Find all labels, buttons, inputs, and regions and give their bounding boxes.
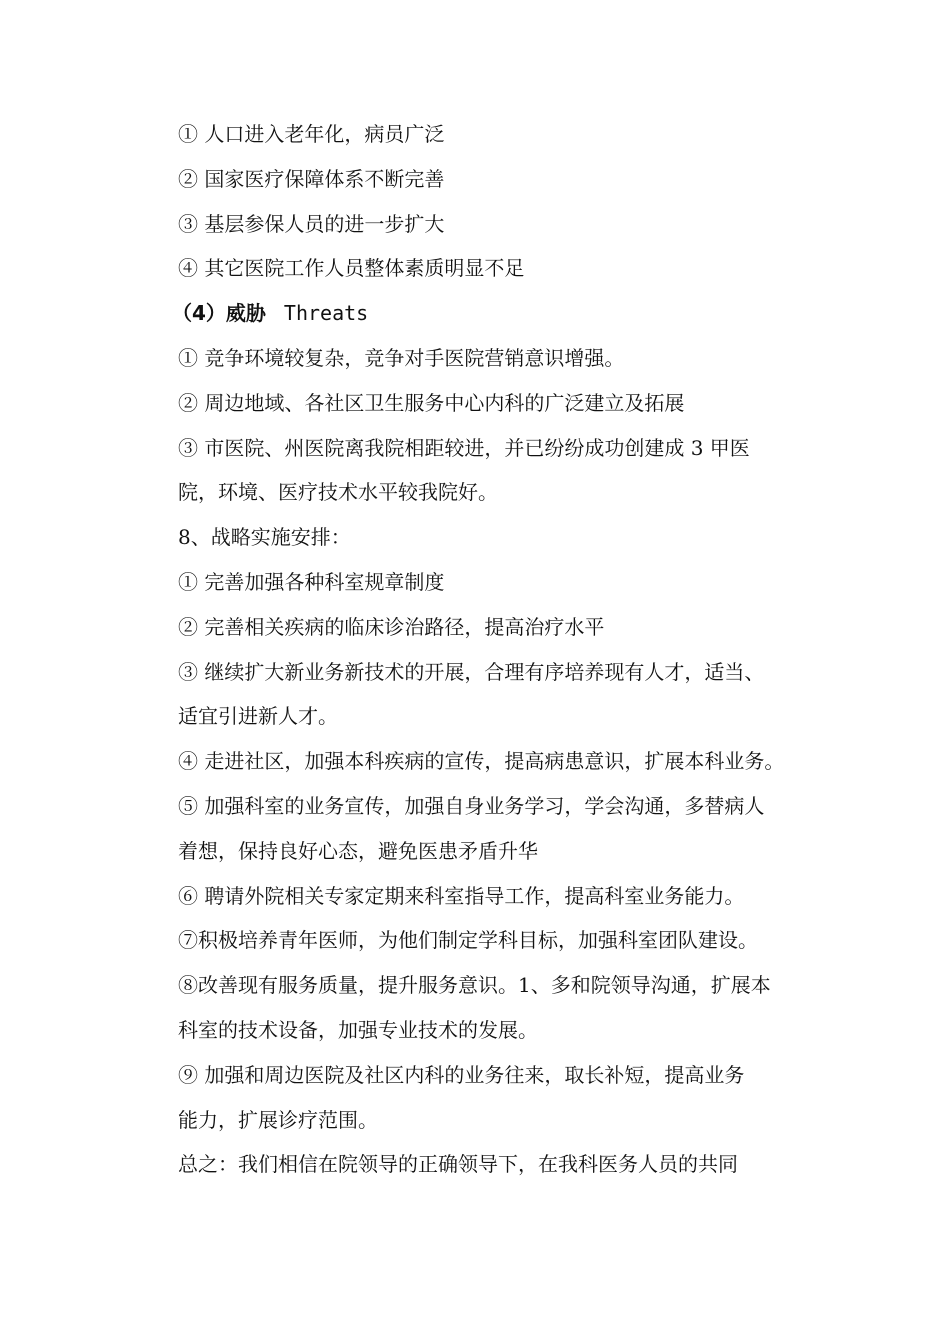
opportunity-item: ② 国家医疗保障体系不断完善 [178,166,445,191]
strategy-item: ⑥ 聘请外院相关专家定期来科室指导工作，提高科室业务能力。 [178,883,745,908]
threats-heading [172,291,828,336]
threats-heading-en: Threats [283,301,369,326]
strategy-item-continued: 能力，扩展诊疗范围。 [178,1107,378,1132]
threat-item-continued: 院，环境、医疗技术水平较我院好。 [178,480,498,505]
threat-item: ② 周边地域、各社区卫生服务中心内科的广泛建立及拓展 [178,390,685,415]
strategy-item-continued: 科室的技术设备，加强专业技术的发展。 [178,1017,538,1042]
threat-item: ① 竞争环境较复杂，竞争对手医院营销意识增强。 [178,345,625,370]
opportunity-item: ③ 基层参保人员的进一步扩大 [178,211,445,236]
threat-item: ③ 市医院、州医院离我院相距较进，并已纷纷成功创建成 3 甲医 [178,435,750,460]
strategy-item: ③ 继续扩大新业务新技术的开展，合理有序培养现有人才，适当、 [178,659,765,684]
conclusion-paragraph: 总之：我们相信在院领导的正确领导下，在我科医务人员的共同 [178,1152,738,1177]
opportunity-item: ④ 其它医院工作人员整体素质明显不足 [178,256,525,281]
strategy-item: ① 完善加强各种科室规章制度 [178,569,445,594]
strategy-item: ② 完善相关疾病的临床诊治路径，提高治疗水平 [178,614,605,639]
strategy-item: ④ 走进社区，加强本科疾病的宣传，提高病患意识，扩展本科业务。 [178,749,785,774]
opportunity-item: ① 人口进入老年化，病员广泛 [178,122,445,146]
strategy-item: ⑨ 加强和周边医院及社区内科的业务往来，取长补短，提高业务 [178,1062,745,1087]
threats-heading-cn: （4）威胁 [172,301,266,326]
strategy-item-continued: 适宜引进新人才。 [178,704,338,729]
strategy-item: ⑤ 加强科室的业务宣传，加强自身业务学习，学会沟通，多替病人 [178,793,765,818]
document-body [172,112,828,1187]
strategy-item-continued: 着想，保持良好心态，避免医患矛盾升华 [178,838,538,863]
strategy-item: ⑦积极培养青年医师，为他们制定学科目标，加强科室团队建设。 [178,928,758,953]
strategy-heading: 8、战略实施安排： [178,525,351,550]
strategy-item: ⑧改善现有服务质量，提升服务意识。1、多和院领导沟通，扩展本 [178,973,771,998]
